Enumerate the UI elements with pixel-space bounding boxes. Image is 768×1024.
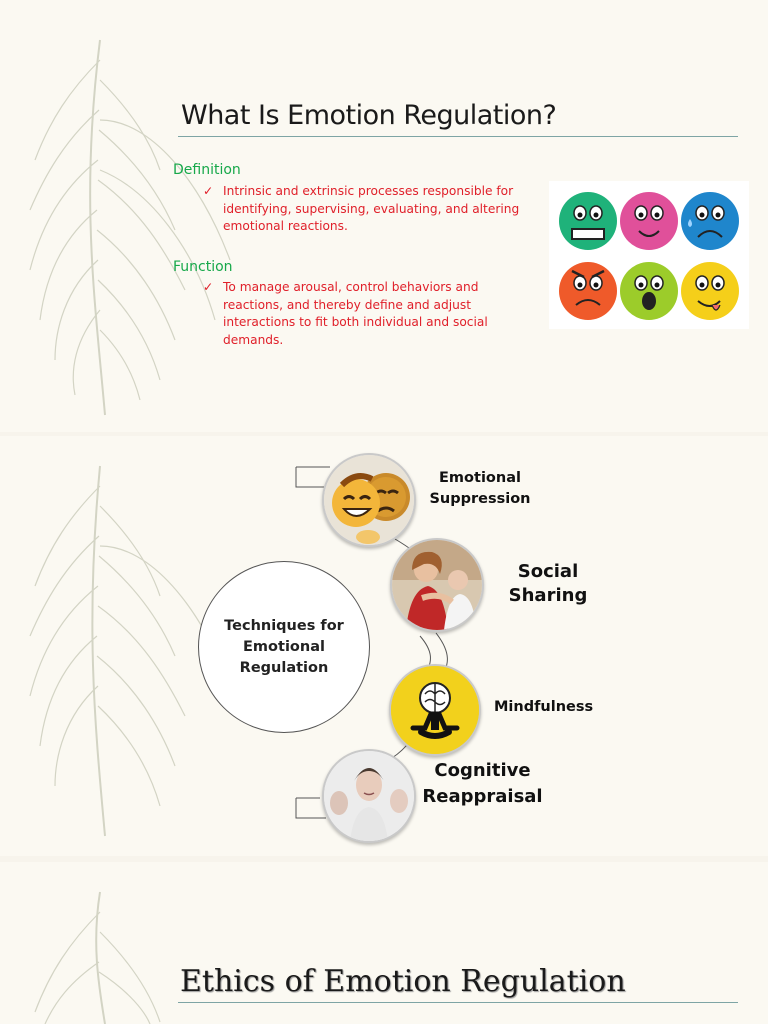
- definition-bullet: [203, 183, 523, 236]
- surprised-face-icon: [620, 262, 678, 320]
- cognitive-reappraisal-image: [322, 749, 416, 843]
- grimace-face-icon: [559, 192, 617, 250]
- smiling-face-icon: [620, 192, 678, 250]
- slide-emotion-regulation: [0, 0, 768, 432]
- masks-icon: [324, 455, 414, 545]
- slide-ethics: [0, 862, 768, 1024]
- function-bullet: [203, 279, 523, 349]
- node-label-social-sharing: Social Sharing: [508, 561, 588, 606]
- function-heading: Function: [173, 259, 233, 275]
- techniques-center-circle: [198, 561, 370, 733]
- check-icon: ✓: [203, 280, 214, 294]
- function-text: To manage arousal, control behaviors and reactions, and thereby define and adjust interactions to fit both individual and social demands.: [223, 280, 488, 347]
- node-label-emotional-suppression: Emotional Suppression: [429, 470, 531, 507]
- feather-decoration-icon: [0, 862, 240, 1024]
- slide-techniques: [0, 436, 768, 856]
- definition-heading: Definition: [173, 162, 241, 178]
- sad-face-icon: [681, 192, 739, 250]
- slide-title: What Is Emotion Regulation?: [181, 100, 557, 131]
- silly-face-icon: [681, 262, 739, 320]
- title-rule: [178, 136, 738, 137]
- check-icon: ✓: [203, 184, 214, 198]
- faces-icon: [324, 751, 414, 841]
- ethics-slide-title: Ethics of Emotion Regulation: [180, 964, 626, 999]
- ethics-title-rule: [178, 1002, 738, 1003]
- people-talking-icon: [392, 540, 482, 630]
- angry-face-icon: [559, 262, 617, 320]
- node-label-cognitive-reappraisal: Cognitive Reappraisal: [422, 760, 543, 807]
- center-label: Techniques for Emotional Regulation: [224, 617, 344, 676]
- emotion-faces-icon: [549, 181, 749, 329]
- meditating-brain-icon: [391, 666, 479, 754]
- social-sharing-image: [390, 538, 484, 632]
- mindfulness-image: [389, 664, 481, 756]
- emotion-faces-image: [549, 181, 749, 329]
- node-label-mindfulness: Mindfulness: [494, 699, 594, 715]
- emotional-suppression-image: [322, 453, 416, 547]
- definition-text: Intrinsic and extrinsic processes responsible for identifying, supervising, evaluating, and altering emotional reactions.: [223, 184, 520, 233]
